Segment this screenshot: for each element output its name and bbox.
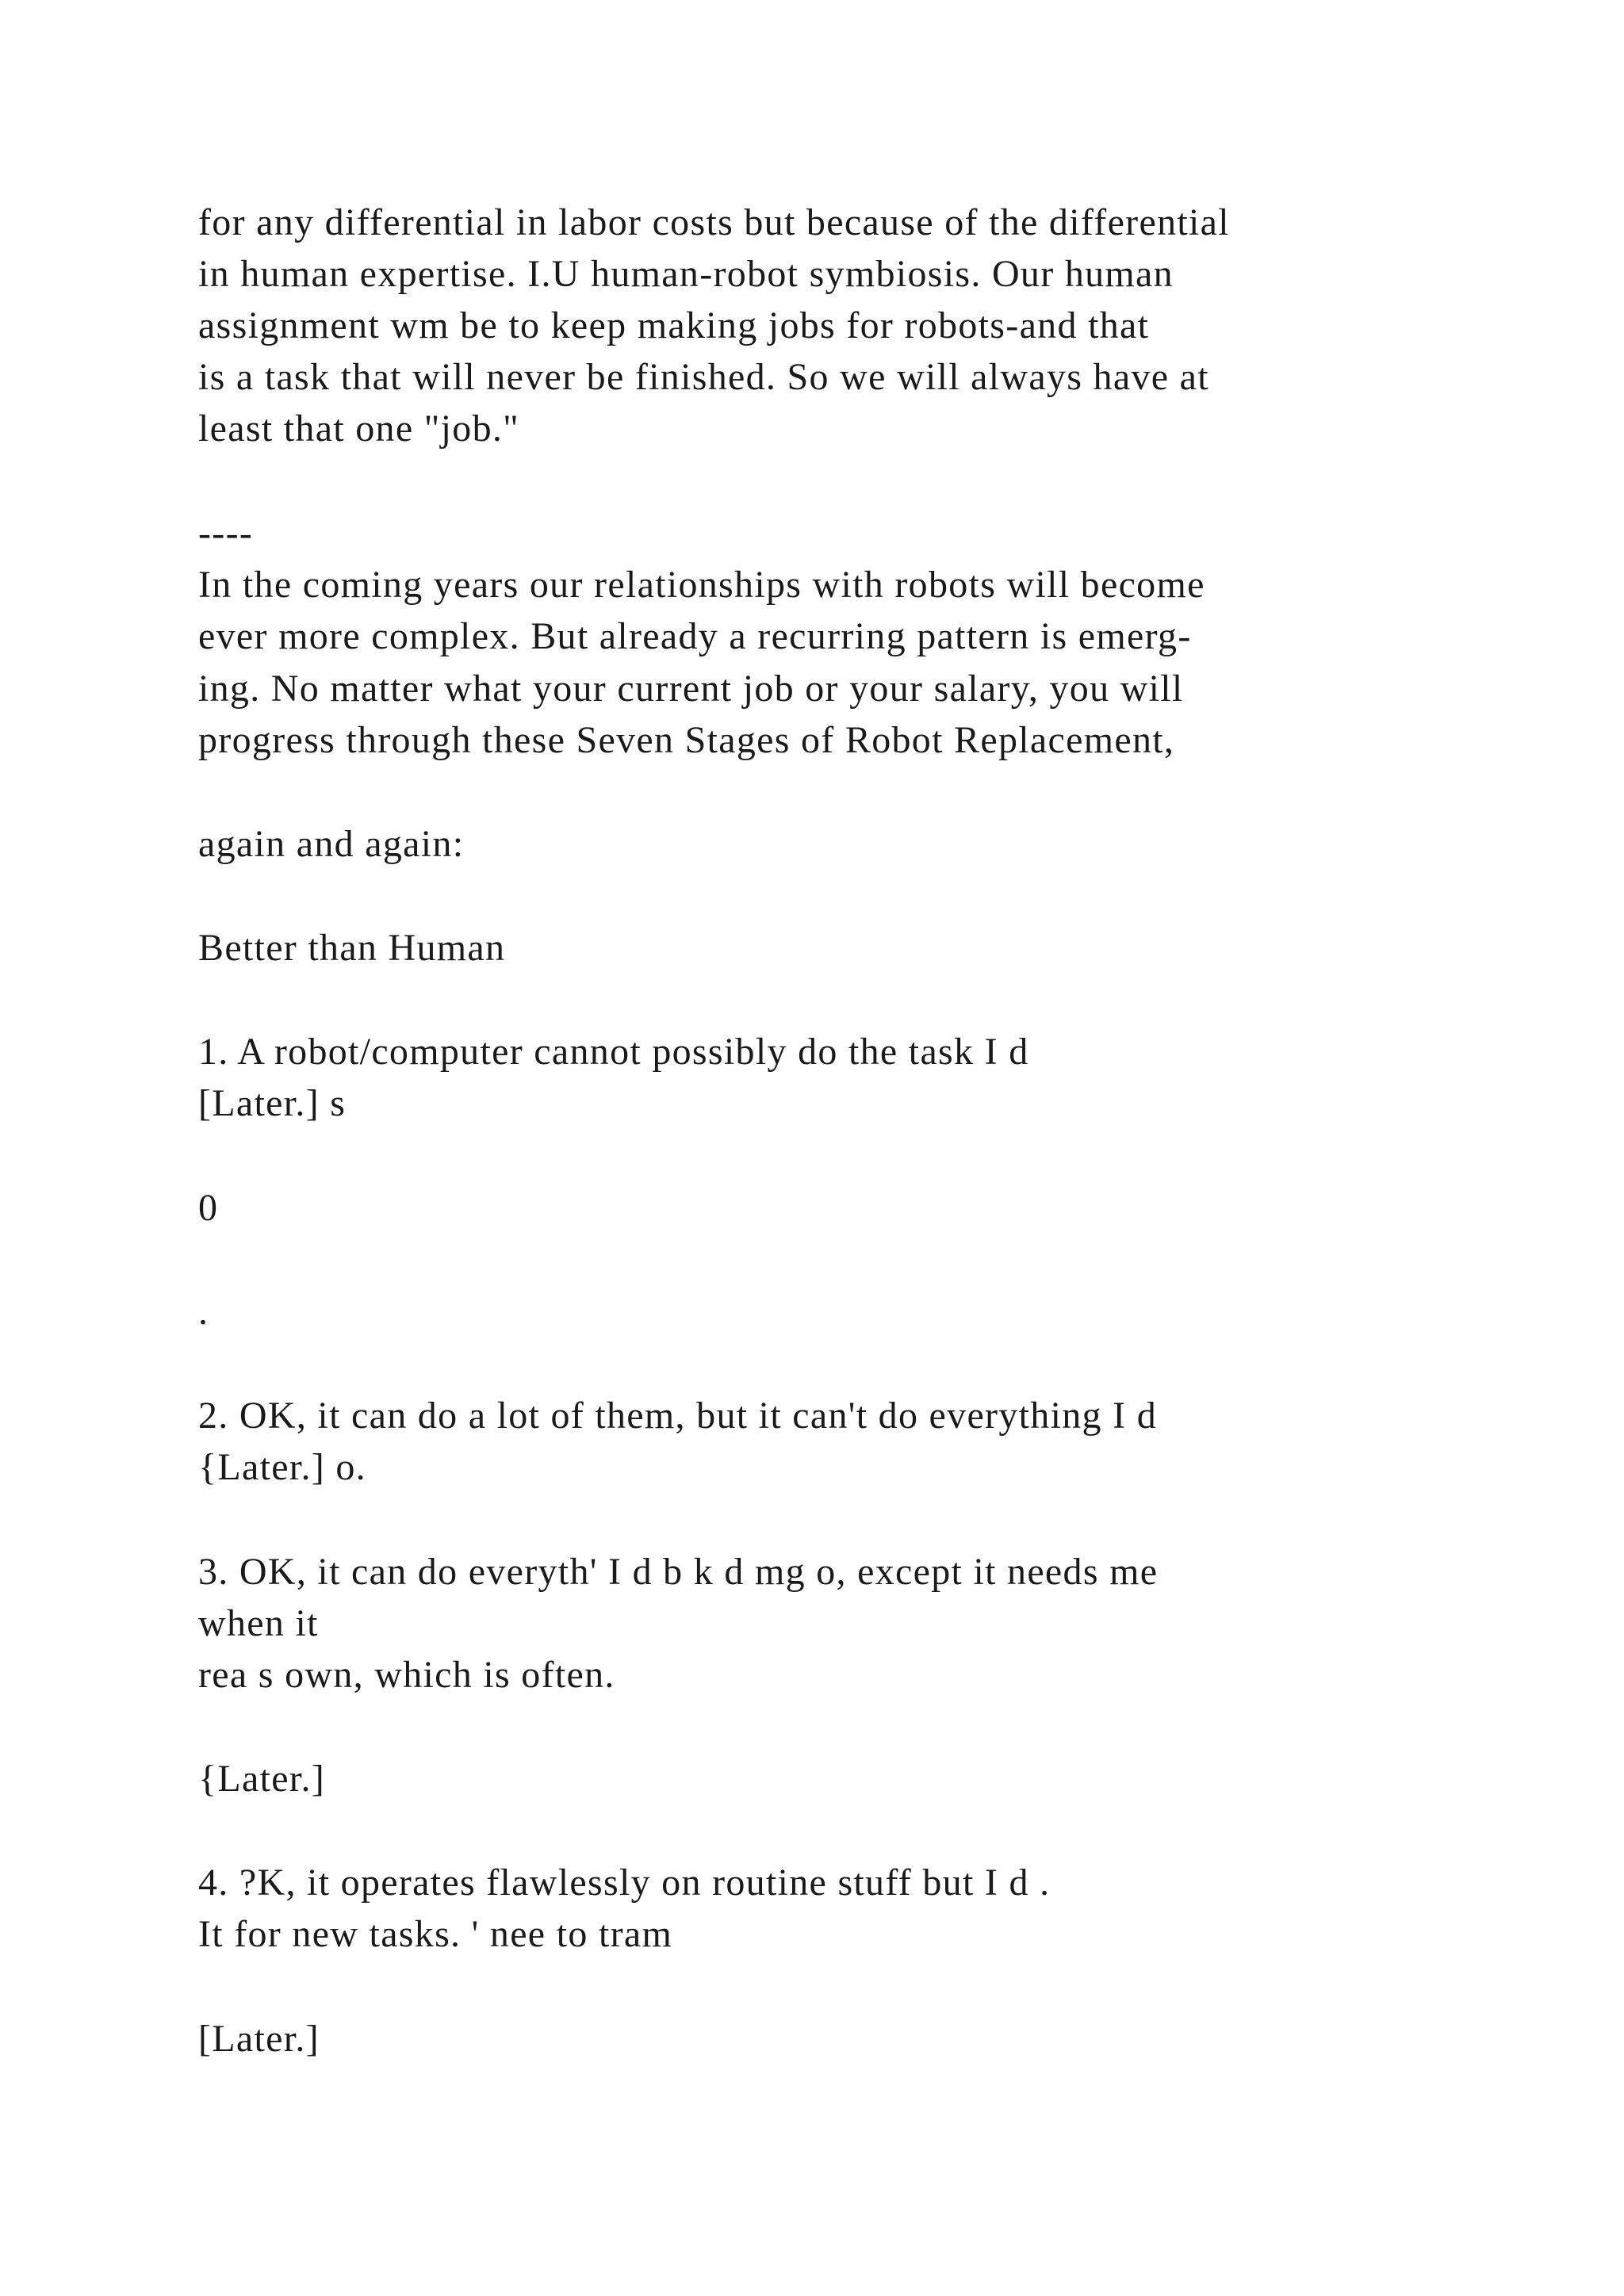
list-item: 3. OK, it can do everyth' I d b k d mg o, except it needs me (198, 1551, 1159, 1593)
text-line: [Later.] (198, 2018, 320, 2060)
separator-line: ---- (198, 512, 254, 554)
list-item: 4. ?K, it operates flawlessly on routine stuff but I d . (198, 1862, 1051, 1904)
text-line: ever more complex. But already a recurring pattern is emerg- (198, 615, 1192, 657)
text-line: [Later.] s (198, 1082, 347, 1124)
text-line: is a task that will never be finished. So we will always have at (198, 356, 1209, 398)
text-line: rea s own, which is often. (198, 1654, 615, 1696)
text-line: {Later.] (198, 1758, 326, 1800)
text-line: when it (198, 1602, 319, 1644)
text-line: . (198, 1291, 209, 1333)
text-line: least that one "job." (198, 408, 520, 450)
text-line: In the coming years our relationships with robots will become (198, 564, 1205, 606)
text-line: 0 (198, 1187, 219, 1229)
text-line: progress through these Seven Stages of Robot Replacement, (198, 719, 1175, 761)
list-item: 1. A robot/computer cannot possibly do the task I d (198, 1031, 1029, 1073)
text-line: ing. No matter what your current job or your salary, you will (198, 668, 1184, 710)
section-heading: Better than Human (198, 927, 506, 969)
text-line: in human expertise. I.U human-robot symbiosis. Our human (198, 253, 1174, 295)
text-line: assignment wm be to keep making jobs for robots-and that (198, 304, 1150, 346)
list-item: 2. OK, it can do a lot of them, but it can't do everything I d (198, 1395, 1157, 1437)
text-line: for any differential in labor costs but because of the differential (198, 201, 1230, 243)
text-line: {Later.] o. (198, 1446, 366, 1488)
text-line: again and again: (198, 823, 465, 865)
text-line: It for new tasks. ' nee to tram (198, 1913, 673, 1955)
